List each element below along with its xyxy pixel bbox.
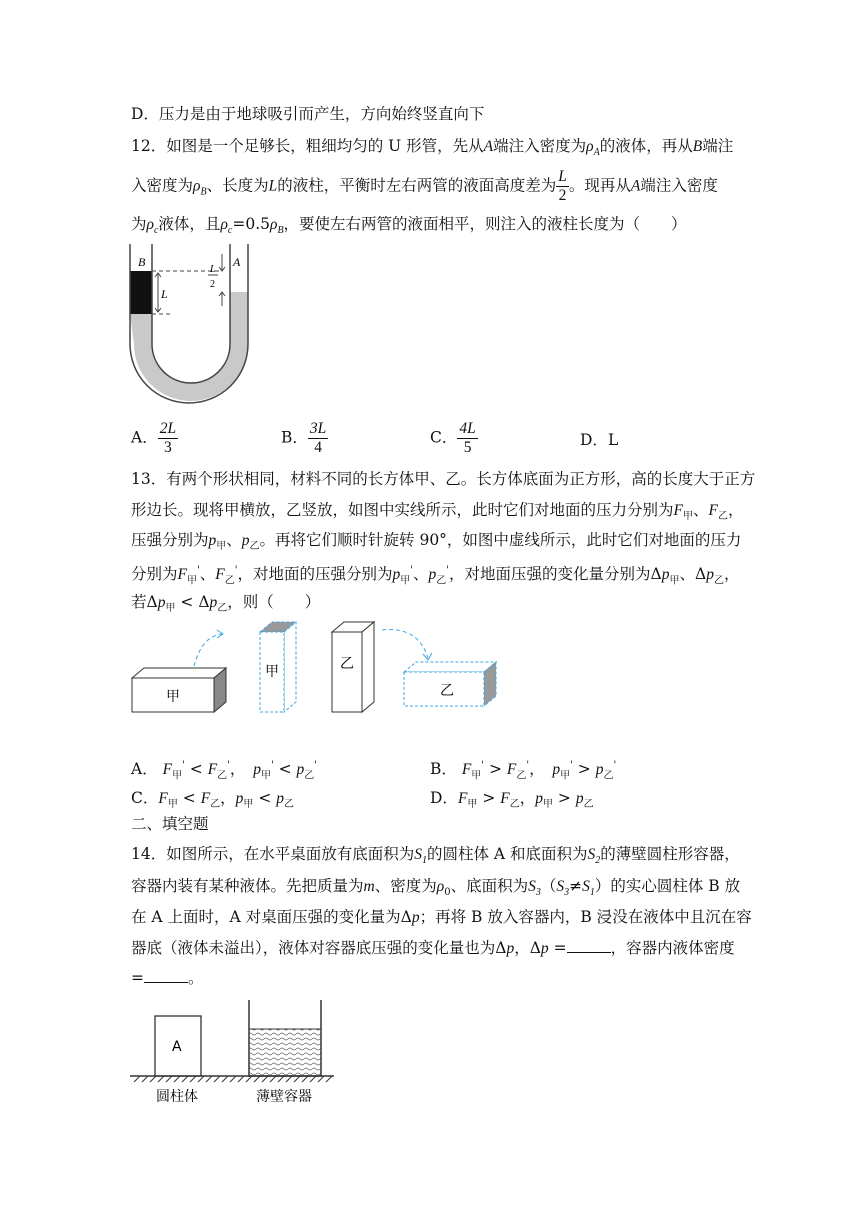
q12-option-c: C． $\frac{4L}{5}$ [430, 420, 476, 456]
label-jia-2: 甲 [265, 664, 279, 680]
q13-line-5: 若$\Delta p_甲 < \Delta p_乙$，则（ ） [131, 593, 321, 615]
q13-line-3: 压强分别为$p_甲$、$p_乙$。再将它们顺时针旋转 90°，如图中虚线所示，此时它们对地面的压力 [131, 531, 742, 553]
q12-option-d: D．L [580, 431, 619, 449]
q13-line-1: 13．有两个形状相同，材料不同的长方体甲、乙。长方体底面为正方形，高的长度大于正方 [131, 470, 756, 488]
q12-line-1: 12．如图是一个足够长，粗细均匀的 U 形管，先从A端注入密度为$\rho_A$的液体，再从B端注 [131, 137, 734, 159]
label-jia-1: 甲 [166, 689, 180, 705]
boxes-figure [128, 618, 508, 718]
q14-line-2: 容器内装有某种液体。先把质量为m、密度为$\rho_0$、底面积为$S_3(S_3\ne S_1)$的实心圆柱体 B 放 [131, 877, 741, 899]
q12-line-3: 为$\rho_c$液体，且$\rho_c=0.5\rho_B$，要使左右两管的液面相平，则注入的液柱长度为（ ） [131, 215, 687, 237]
q14-line-3: 在 A 上面时，A 对桌面压强的变化量为Δp；再将 B 放入容器内，B 浸没在液体中且沉在容 [131, 908, 752, 926]
liquid [249, 1029, 321, 1076]
q12-line-2: 入密度为$\rho_B$、长度为L的液柱，平衡时左右两管的液面高度差为 $\frac{L}{2}$ 。现再从A端注入密度 [131, 168, 718, 204]
q13-option-c: C．$F_甲 < F_乙$，$p_甲 < p_乙$ [131, 789, 295, 811]
q12-option-b: B． $\frac{3L}{4}$ [281, 420, 327, 456]
label-cylinder-a: A [172, 1039, 182, 1055]
label-half-den: 2 [210, 279, 215, 290]
q11-option-d: D．压力是由于地球吸引而产生，方向始终竖直向下 [131, 105, 485, 123]
cylinder-container-figure [128, 996, 340, 1108]
label-a: A [233, 255, 241, 269]
q12-fraction: $\frac{L}{2}$ [558, 168, 567, 204]
label-l: L [161, 287, 168, 301]
q14-line-4: 器底（液体未溢出），液体对容器底压强的变化量也为Δp，Δp = ，容器内液体密度 [131, 939, 735, 957]
caption-cylinder: 圆柱体 [156, 1089, 198, 1105]
q12-option-a: A． $\frac{2L}{3}$ [131, 420, 177, 456]
q14-line-5: = 。 [131, 969, 204, 987]
answer-blank-2[interactable] [144, 968, 188, 983]
section-heading: 二、填空题 [131, 815, 209, 833]
label-half-num: L [210, 264, 216, 275]
q13-line-2: 形边长。现将甲横放，乙竖放，如图中实线所示，此时它们对地面的压力分别为$F_甲$、$F_乙$， [131, 501, 744, 523]
q13-line-4: 分别为$F_甲'$、$F_乙'$，对地面的压强分别为$p_甲'$、$p_乙'$，对地面压强的变化量分别为$\Delta p_甲$、$\Delta p_乙$， [131, 565, 740, 587]
answer-blank-1[interactable] [567, 938, 611, 953]
q13-option-d: D．$F_甲 > F_乙$，$p_甲 > p_乙$ [430, 789, 594, 811]
label-b: B [138, 255, 146, 269]
caption-container: 薄壁容器 [256, 1089, 312, 1105]
q14-line-1: 14．如图所示，在水平桌面放有底面积为$S_1$的圆柱体 A 和底面积为$S_2$的薄壁圆柱形容器， [131, 845, 740, 867]
label-yi-2: 乙 [440, 683, 454, 699]
q13-option-b: B． $F_甲' > F_乙'$， $p_甲' > p_乙'$ [430, 760, 617, 782]
u-tube-figure [126, 242, 256, 410]
q13-option-a: A． $F_甲' < F_乙'$， $p_甲' < p_乙'$ [131, 760, 318, 782]
label-yi-1: 乙 [340, 656, 354, 672]
liquid-column-b [130, 271, 152, 314]
